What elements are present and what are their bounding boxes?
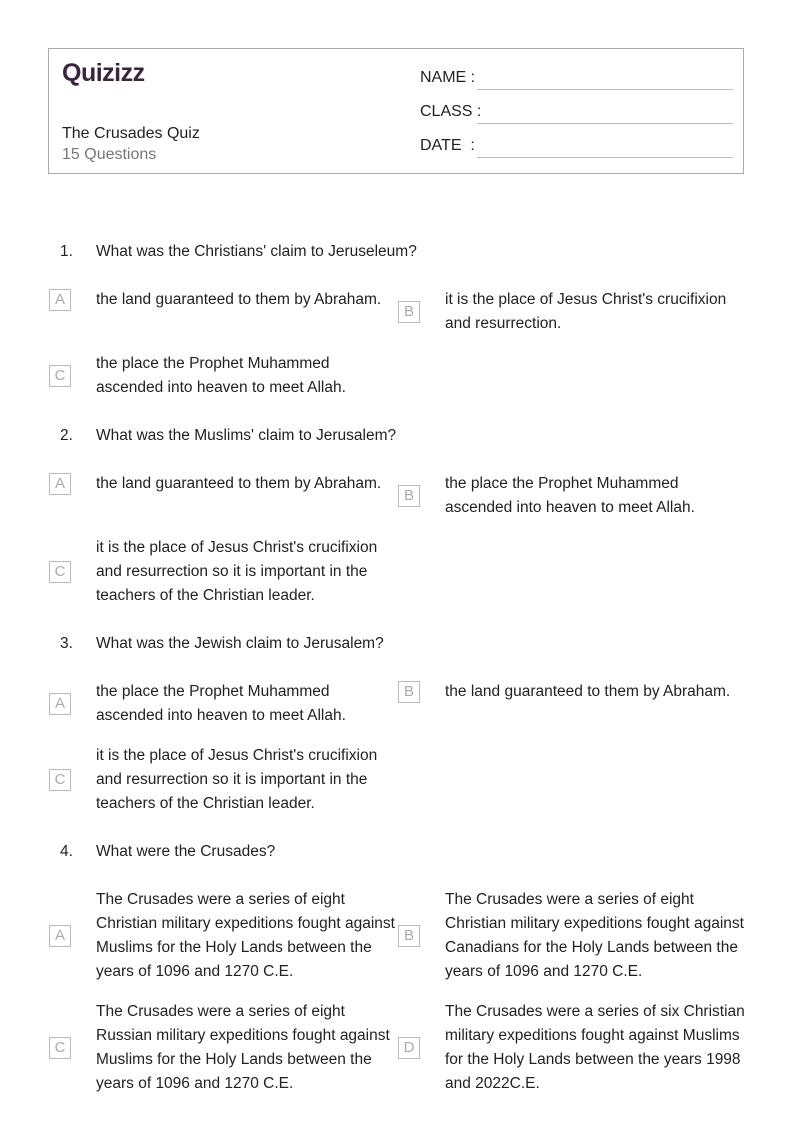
option-text: it is the place of Jesus Christ's crucifixion and resurrection so it is important in the teachers of the Christian leader. bbox=[96, 539, 378, 604]
question-text: What were the Crusades? bbox=[96, 843, 276, 860]
option-letter-box[interactable]: B bbox=[398, 301, 420, 323]
option-letter-box[interactable]: B bbox=[398, 485, 420, 507]
option-letter-box[interactable]: B bbox=[398, 925, 420, 947]
option-c[interactable] bbox=[49, 1000, 396, 1096]
option-b[interactable] bbox=[398, 680, 745, 704]
option-text: the land guaranteed to them by Abraham. bbox=[96, 291, 382, 308]
option-letter-box[interactable]: C bbox=[49, 365, 71, 387]
option-b[interactable] bbox=[398, 288, 745, 336]
option-d[interactable] bbox=[398, 1000, 745, 1096]
option-letter-box[interactable]: A bbox=[49, 289, 71, 311]
option-letter-box[interactable]: C bbox=[49, 769, 71, 791]
question-text: What was the Muslims' claim to Jerusalem? bbox=[96, 427, 397, 444]
question-text: What was the Christians' claim to Jeruseleum? bbox=[96, 243, 417, 260]
option-letter-box[interactable]: C bbox=[49, 1037, 71, 1059]
option-text: the place the Prophet Muhammed ascended into heaven to meet Allah. bbox=[445, 475, 695, 516]
option-c[interactable] bbox=[49, 744, 396, 816]
name-line bbox=[477, 89, 733, 90]
question-count: 15 Questions bbox=[62, 146, 157, 163]
question-number: 1. bbox=[60, 243, 73, 260]
option-text: the land guaranteed to them by Abraham. bbox=[96, 475, 382, 492]
quiz-title: The Crusades Quiz bbox=[62, 125, 200, 142]
option-text: The Crusades were a series of eight Russian military expeditions fought against Muslims for the Holy Lands between the years of 1096 and 1270 C.E. bbox=[96, 1003, 390, 1092]
class-line bbox=[477, 123, 733, 124]
option-c[interactable] bbox=[49, 536, 396, 608]
option-text: it is the place of Jesus Christ's crucifixion and resurrection. bbox=[445, 291, 727, 332]
question-number: 4. bbox=[60, 843, 73, 860]
option-letter-box[interactable]: B bbox=[398, 681, 420, 703]
question-number: 3. bbox=[60, 635, 73, 652]
option-text: The Crusades were a series of six Christian military expeditions fought against Muslims for the Holy Lands between the years 1998 and 2022C.E. bbox=[445, 1003, 745, 1092]
option-text: The Crusades were a series of eight Christian military expeditions fought against Canadians for the Holy Lands between the years of 1096 and 1270 C.E. bbox=[445, 891, 744, 980]
option-text: it is the place of Jesus Christ's crucifixion and resurrection so it is important in the teachers of the Christian leader. bbox=[96, 747, 378, 812]
option-b[interactable] bbox=[398, 888, 745, 984]
option-c[interactable] bbox=[49, 352, 396, 400]
option-text: The Crusades were a series of eight Christian military expeditions fought against Muslims for the Holy Lands between the years of 1096 and 1270 C.E. bbox=[96, 891, 395, 980]
worksheet-header bbox=[48, 48, 744, 174]
option-a[interactable] bbox=[49, 680, 396, 728]
date-label: DATE : bbox=[420, 137, 475, 154]
option-a[interactable] bbox=[49, 888, 396, 984]
option-text: the land guaranteed to them by Abraham. bbox=[445, 683, 731, 700]
date-line bbox=[477, 157, 733, 158]
option-letter-box[interactable]: D bbox=[398, 1037, 420, 1059]
option-letter-box[interactable]: A bbox=[49, 925, 71, 947]
option-letter-box[interactable]: A bbox=[49, 693, 71, 715]
option-text: the place the Prophet Muhammed ascended into heaven to meet Allah. bbox=[96, 355, 346, 396]
name-label: NAME : bbox=[420, 69, 476, 86]
option-letter-box[interactable]: C bbox=[49, 561, 71, 583]
option-b[interactable] bbox=[398, 472, 745, 520]
question-number: 2. bbox=[60, 427, 73, 444]
quizizz-logo: Quizizz bbox=[62, 59, 145, 87]
option-a[interactable] bbox=[49, 472, 396, 496]
class-label: CLASS : bbox=[420, 103, 482, 120]
option-a[interactable] bbox=[49, 288, 396, 312]
option-letter-box[interactable]: A bbox=[49, 473, 71, 495]
option-text: the place the Prophet Muhammed ascended into heaven to meet Allah. bbox=[96, 683, 346, 724]
question-text: What was the Jewish claim to Jerusalem? bbox=[96, 635, 384, 652]
